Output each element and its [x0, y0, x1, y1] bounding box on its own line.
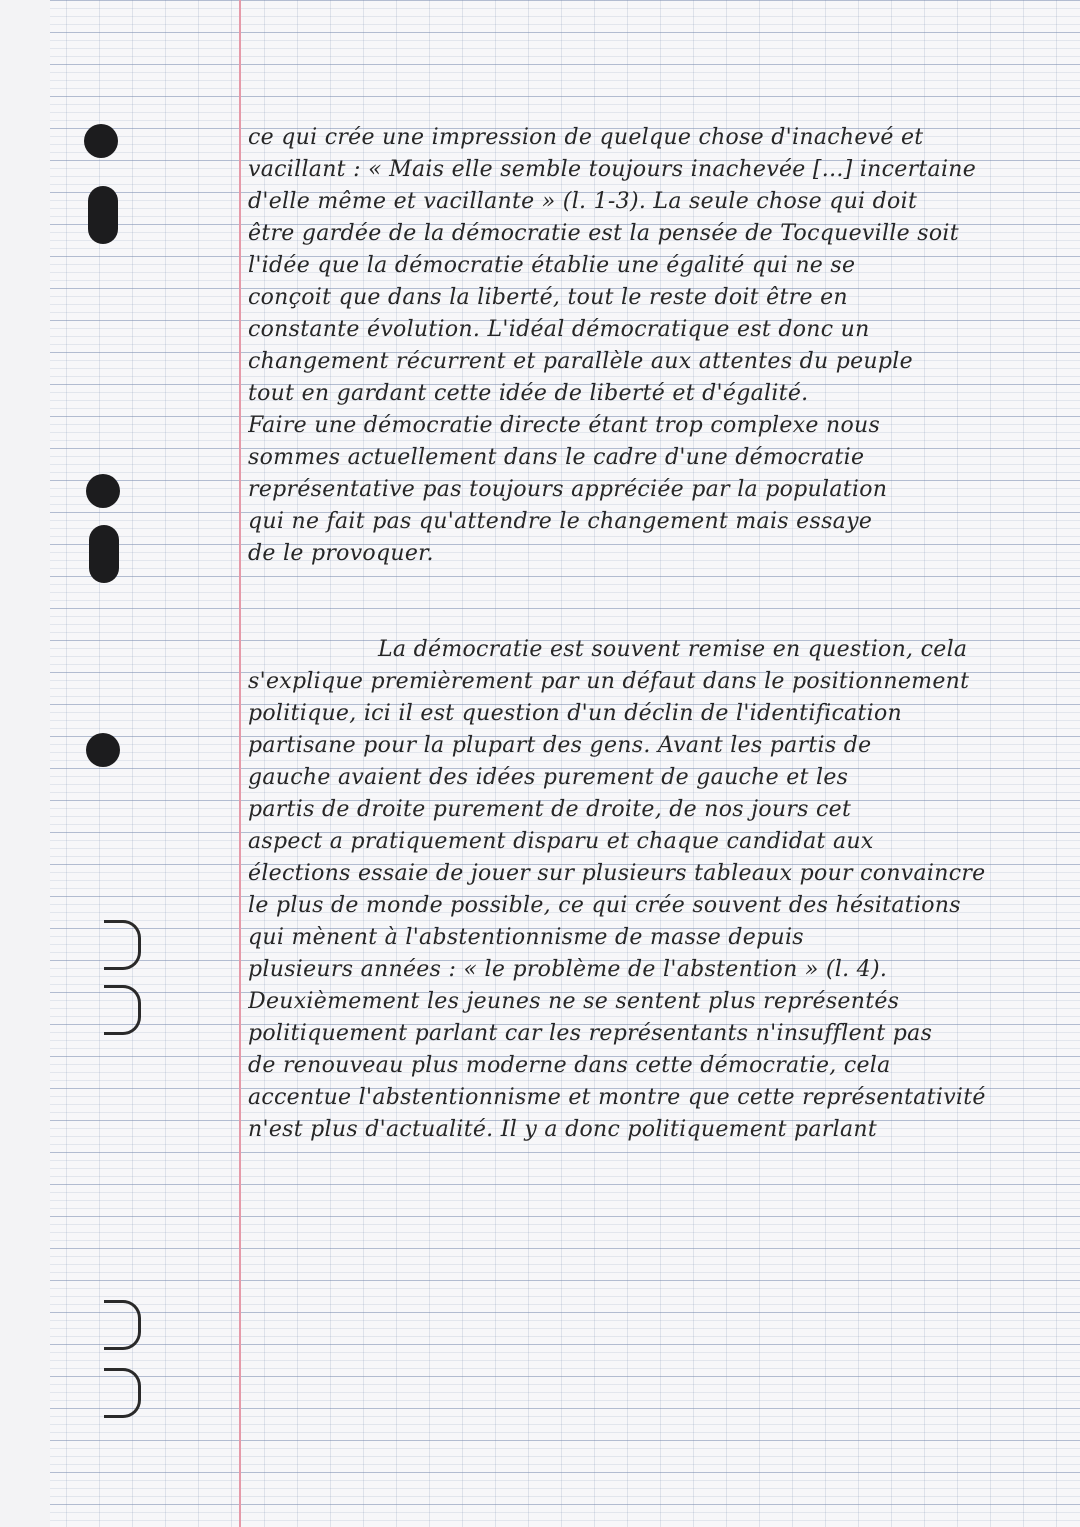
text-line: qui ne fait pas qu'attendre le changement mais essaye [248, 509, 873, 534]
binder-hole-icon [88, 186, 118, 244]
torn-hole-icon [104, 920, 141, 970]
text-line: politiquement parlant car les représentants n'insufflent pas [248, 1021, 933, 1046]
text-line: n'est plus d'actualité. Il y a donc politiquement parlant [248, 1117, 878, 1142]
paragraph-1 [248, 122, 1038, 570]
text-line: La démocratie est souvent remise en question, cela [378, 637, 968, 662]
text-line: représentative pas toujours appréciée par la population [248, 477, 888, 502]
text-line: qui mènent à l'abstentionnisme de masse depuis [248, 925, 804, 950]
text-line: constante évolution. L'idéal démocratique est donc un [248, 317, 870, 342]
torn-hole-icon [104, 985, 141, 1035]
paragraph-2 [248, 634, 1038, 1146]
binder-hole-icon [86, 474, 120, 508]
text-line: Deuxièmement les jeunes ne se sentent plus représentés [248, 989, 900, 1014]
torn-hole-icon [104, 1368, 141, 1418]
text-line: être gardée de la démocratie est la pensée de Tocqueville soit [248, 221, 959, 246]
text-line: Faire une démocratie directe étant trop complexe nous [248, 413, 881, 438]
text-line: élections essaie de jouer sur plusieurs tableaux pour convaincre [248, 861, 986, 886]
text-line: sommes actuellement dans le cadre d'une démocratie [248, 445, 865, 470]
text-line: partis de droite purement de droite, de nos jours cet [248, 797, 852, 822]
text-line: vacillant : « Mais elle semble toujours inachevée [...] incertaine [248, 157, 977, 182]
binder-hole-icon [84, 124, 118, 158]
text-line: partisane pour la plupart des gens. Avant les partis de [248, 733, 872, 758]
page-left-strip [0, 0, 50, 1527]
margin-line [239, 0, 241, 1527]
text-line: conçoit que dans la liberté, tout le reste doit être en [248, 285, 848, 310]
text-line: aspect a pratiquement disparu et chaque candidat aux [248, 829, 874, 854]
text-line: d'elle même et vacillante » (l. 1-3). La seule chose qui doit [248, 189, 918, 214]
text-line: tout en gardant cette idée de liberté et d'égalité. [248, 381, 809, 406]
handwritten-text [248, 122, 1038, 1146]
text-line: de le provoquer. [248, 541, 434, 566]
text-line: de renouveau plus moderne dans cette démocratie, cela [248, 1053, 891, 1078]
binder-hole-icon [86, 733, 120, 767]
text-line: gauche avaient des idées purement de gauche et les [248, 765, 849, 790]
paragraph-gap [248, 570, 1038, 634]
text-line: le plus de monde possible, ce qui crée souvent des hésitations [248, 893, 961, 918]
torn-hole-icon [104, 1300, 141, 1350]
text-line: changement récurrent et parallèle aux attentes du peuple [248, 349, 913, 374]
text-line: s'explique premièrement par un défaut dans le positionnement [248, 669, 970, 694]
text-line: ce qui crée une impression de quelque chose d'inachevé et [248, 125, 924, 150]
binder-hole-icon [89, 525, 119, 583]
text-line: l'idée que la démocratie établie une égalité qui ne se [248, 253, 856, 278]
text-line: politique, ici il est question d'un déclin de l'identification [248, 701, 902, 726]
text-line: plusieurs années : « le problème de l'abstention » (l. 4). [248, 957, 888, 982]
text-line: accentue l'abstentionnisme et montre que cette représentativité [248, 1085, 986, 1110]
